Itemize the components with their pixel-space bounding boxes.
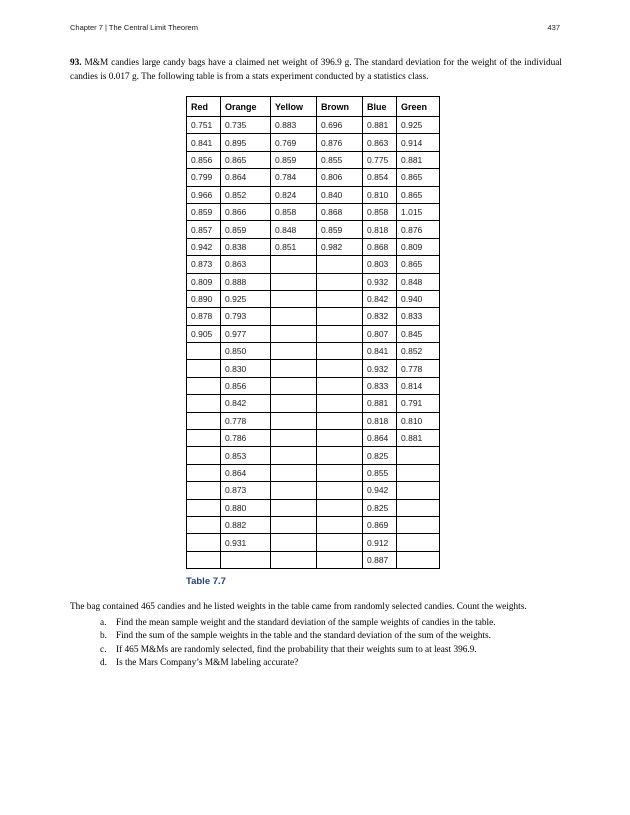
table-header-cell: Orange xyxy=(221,97,271,117)
table-row xyxy=(187,343,440,360)
table-row xyxy=(187,169,440,186)
table-cell: 0.842 xyxy=(363,290,397,307)
table-cell xyxy=(187,447,221,464)
table-cell: 0.852 xyxy=(397,343,440,360)
table-cell xyxy=(317,343,363,360)
table-cell xyxy=(271,430,317,447)
table-cell: 0.818 xyxy=(363,221,397,238)
table-cell xyxy=(317,412,363,429)
table-cell xyxy=(317,290,363,307)
table-cell xyxy=(271,482,317,499)
table-cell xyxy=(187,412,221,429)
table-cell xyxy=(271,377,317,394)
table-row xyxy=(187,203,440,220)
problem-text: M&M candies large candy bags have a claimed net weight of 396.9 g. The standard deviation for the weight of the individual candies is 0.017 g. The following table is from a stats experiment conducted by a statistics class. xyxy=(70,58,562,82)
table-cell: 0.845 xyxy=(397,325,440,342)
table-header-cell: Red xyxy=(187,97,221,117)
table-cell xyxy=(317,273,363,290)
table-cell: 0.864 xyxy=(221,169,271,186)
table-cell: 0.966 xyxy=(187,186,221,203)
table-cell: 0.914 xyxy=(397,134,440,151)
table-cell: 1.015 xyxy=(397,203,440,220)
mm-weights-table xyxy=(186,96,440,569)
table-cell: 0.932 xyxy=(363,273,397,290)
table-cell: 0.858 xyxy=(271,203,317,220)
table-cell xyxy=(317,360,363,377)
table-row xyxy=(187,412,440,429)
table-cell: 0.859 xyxy=(271,151,317,168)
table-row xyxy=(187,151,440,168)
table-cell xyxy=(317,534,363,551)
followup-text: The bag contained 465 candies and he listed weights in the table came from randomly selected candies. Count the weights. xyxy=(70,602,527,612)
table-head xyxy=(187,97,440,117)
followup-item-text: Is the Mars Company’s M&M labeling accurate? xyxy=(116,658,299,669)
table-cell xyxy=(271,516,317,533)
table-cell xyxy=(187,395,221,412)
table-cell xyxy=(317,447,363,464)
table-cell: 0.866 xyxy=(221,203,271,220)
table-row xyxy=(187,256,440,273)
table-cell xyxy=(397,499,440,516)
table-cell: 0.863 xyxy=(221,256,271,273)
table-cell xyxy=(187,482,221,499)
table-row xyxy=(187,377,440,394)
table-cell: 0.882 xyxy=(221,516,271,533)
table-header-cell: Green xyxy=(397,97,440,117)
table-cell: 0.942 xyxy=(363,482,397,499)
followup-item-label: c. xyxy=(100,644,107,655)
table-cell: 0.925 xyxy=(221,290,271,307)
table-cell: 0.876 xyxy=(397,221,440,238)
table-cell xyxy=(187,551,221,568)
table-cell: 0.888 xyxy=(221,273,271,290)
table-cell xyxy=(187,499,221,516)
table-row xyxy=(187,395,440,412)
table-cell xyxy=(271,290,317,307)
table-cell xyxy=(271,325,317,342)
table-cell: 0.881 xyxy=(397,430,440,447)
table-cell: 0.887 xyxy=(363,551,397,568)
table-cell: 0.873 xyxy=(221,482,271,499)
table-cell xyxy=(317,256,363,273)
followup-section xyxy=(70,601,562,671)
table-cell: 0.880 xyxy=(221,499,271,516)
table-cell: 0.977 xyxy=(221,325,271,342)
table-cell xyxy=(397,464,440,481)
table-cell: 0.863 xyxy=(363,134,397,151)
followup-item-text: Find the mean sample weight and the standard deviation of the sample weights of candies in the table. xyxy=(116,618,496,628)
table-cell xyxy=(187,360,221,377)
table-cell xyxy=(187,343,221,360)
table-cell xyxy=(221,551,271,568)
table-cell: 0.810 xyxy=(397,412,440,429)
table-row xyxy=(187,325,440,342)
followup-item xyxy=(100,617,562,630)
table-cell: 0.876 xyxy=(317,134,363,151)
table-row xyxy=(187,273,440,290)
table-cell xyxy=(317,516,363,533)
followup-item xyxy=(100,657,562,670)
table-header-row xyxy=(187,97,440,117)
page-number: 437 xyxy=(547,23,560,32)
table-row xyxy=(187,464,440,481)
table-cell xyxy=(271,360,317,377)
table-cell: 0.778 xyxy=(221,412,271,429)
table-cell: 0.810 xyxy=(363,186,397,203)
chapter-title: Chapter 7 | The Central Limit Theorem xyxy=(70,23,198,32)
table-cell: 0.778 xyxy=(397,360,440,377)
table-cell xyxy=(397,534,440,551)
table-cell: 0.848 xyxy=(397,273,440,290)
table-row xyxy=(187,516,440,533)
table-row xyxy=(187,238,440,255)
table-cell xyxy=(317,551,363,568)
table-cell: 0.890 xyxy=(187,290,221,307)
table-header-cell: Brown xyxy=(317,97,363,117)
table-cell xyxy=(317,430,363,447)
table-container xyxy=(186,96,440,587)
table-cell: 0.775 xyxy=(363,151,397,168)
running-head xyxy=(70,23,560,32)
table-cell: 0.869 xyxy=(363,516,397,533)
table-cell: 0.769 xyxy=(271,134,317,151)
table-row xyxy=(187,447,440,464)
table-cell: 0.855 xyxy=(363,464,397,481)
table-cell: 0.735 xyxy=(221,117,271,134)
table-cell xyxy=(271,395,317,412)
table-row xyxy=(187,499,440,516)
table-cell xyxy=(397,551,440,568)
table-cell: 0.799 xyxy=(187,169,221,186)
table-cell: 0.853 xyxy=(221,447,271,464)
table-row xyxy=(187,534,440,551)
table-cell: 0.825 xyxy=(363,499,397,516)
table-cell xyxy=(317,325,363,342)
followup-item-label: d. xyxy=(100,658,107,669)
table-cell: 0.925 xyxy=(397,117,440,134)
table-cell: 0.838 xyxy=(221,238,271,255)
table-cell: 0.931 xyxy=(221,534,271,551)
table-cell xyxy=(187,516,221,533)
followup-item-text: If 465 M&Ms are randomly selected, find the probability that their weights sum to at least 396.9. xyxy=(116,644,477,655)
table-row xyxy=(187,186,440,203)
table-cell xyxy=(317,377,363,394)
followup-item xyxy=(100,630,562,643)
problem-statement xyxy=(70,57,562,84)
table-cell xyxy=(397,516,440,533)
table-cell: 0.864 xyxy=(221,464,271,481)
table-cell xyxy=(187,464,221,481)
table-row xyxy=(187,221,440,238)
table-cell: 0.865 xyxy=(397,186,440,203)
table-cell xyxy=(271,534,317,551)
followup-item xyxy=(100,644,562,657)
table-cell xyxy=(317,482,363,499)
table-cell: 0.809 xyxy=(397,238,440,255)
table-cell: 0.806 xyxy=(317,169,363,186)
table-row xyxy=(187,430,440,447)
table-cell xyxy=(271,343,317,360)
table-cell: 0.809 xyxy=(187,273,221,290)
table-cell: 0.848 xyxy=(271,221,317,238)
table-cell: 0.855 xyxy=(317,151,363,168)
table-row xyxy=(187,482,440,499)
table-cell: 0.912 xyxy=(363,534,397,551)
table-cell: 0.865 xyxy=(397,169,440,186)
table-cell: 0.932 xyxy=(363,360,397,377)
problem-number: 93. xyxy=(70,58,82,68)
table-cell: 0.864 xyxy=(363,430,397,447)
table-cell: 0.824 xyxy=(271,186,317,203)
followup-list xyxy=(70,617,562,671)
table-cell: 0.807 xyxy=(363,325,397,342)
table-cell: 0.814 xyxy=(397,377,440,394)
table-cell: 0.865 xyxy=(397,256,440,273)
table-cell: 0.850 xyxy=(221,343,271,360)
table-cell: 0.868 xyxy=(363,238,397,255)
table-cell xyxy=(271,499,317,516)
table-cell: 0.786 xyxy=(221,430,271,447)
table-cell: 0.868 xyxy=(317,203,363,220)
table-cell: 0.803 xyxy=(363,256,397,273)
table-cell: 0.883 xyxy=(271,117,317,134)
table-cell xyxy=(271,447,317,464)
table-row xyxy=(187,360,440,377)
table-cell xyxy=(271,308,317,325)
table-cell: 0.859 xyxy=(187,203,221,220)
table-cell xyxy=(187,534,221,551)
table-cell xyxy=(271,412,317,429)
table-cell xyxy=(317,395,363,412)
table-cell: 0.881 xyxy=(397,151,440,168)
table-cell: 0.942 xyxy=(187,238,221,255)
table-cell: 0.825 xyxy=(363,447,397,464)
table-cell: 0.833 xyxy=(397,308,440,325)
table-cell xyxy=(271,256,317,273)
table-cell: 0.895 xyxy=(221,134,271,151)
table-cell: 0.832 xyxy=(363,308,397,325)
table-cell: 0.793 xyxy=(221,308,271,325)
table-cell: 0.784 xyxy=(271,169,317,186)
table-cell: 0.873 xyxy=(187,256,221,273)
table-body xyxy=(187,117,440,569)
table-cell: 0.791 xyxy=(397,395,440,412)
table-cell: 0.940 xyxy=(397,290,440,307)
table-cell: 0.842 xyxy=(221,395,271,412)
table-cell xyxy=(271,273,317,290)
table-cell: 0.859 xyxy=(317,221,363,238)
table-cell: 0.841 xyxy=(187,134,221,151)
table-cell: 0.865 xyxy=(221,151,271,168)
followup-item-label: a. xyxy=(100,618,107,628)
table-cell xyxy=(397,482,440,499)
table-header-cell: Yellow xyxy=(271,97,317,117)
table-cell: 0.818 xyxy=(363,412,397,429)
table-cell: 0.854 xyxy=(363,169,397,186)
table-row xyxy=(187,117,440,134)
table-cell: 0.852 xyxy=(221,186,271,203)
table-cell: 0.696 xyxy=(317,117,363,134)
table-cell xyxy=(187,377,221,394)
table-cell: 0.840 xyxy=(317,186,363,203)
table-cell: 0.878 xyxy=(187,308,221,325)
table-row xyxy=(187,551,440,568)
table-cell xyxy=(271,551,317,568)
table-cell xyxy=(317,499,363,516)
table-cell xyxy=(271,464,317,481)
table-cell: 0.851 xyxy=(271,238,317,255)
table-cell: 0.881 xyxy=(363,117,397,134)
table-row xyxy=(187,308,440,325)
table-cell xyxy=(317,308,363,325)
followup-item-text: Find the sum of the sample weights in the table and the standard deviation of the sum of the weights. xyxy=(116,631,491,642)
table-cell: 0.858 xyxy=(363,203,397,220)
table-cell xyxy=(317,464,363,481)
table-cell xyxy=(397,447,440,464)
table-cell: 0.905 xyxy=(187,325,221,342)
table-cell: 0.857 xyxy=(187,221,221,238)
table-row xyxy=(187,134,440,151)
table-row xyxy=(187,290,440,307)
table-cell: 0.856 xyxy=(187,151,221,168)
table-cell: 0.982 xyxy=(317,238,363,255)
table-caption: Table 7.7 xyxy=(186,576,226,588)
table-cell xyxy=(187,430,221,447)
table-cell: 0.833 xyxy=(363,377,397,394)
followup-item-label: b. xyxy=(100,631,107,642)
table-cell: 0.881 xyxy=(363,395,397,412)
table-cell: 0.856 xyxy=(221,377,271,394)
table-cell: 0.841 xyxy=(363,343,397,360)
table-cell: 0.859 xyxy=(221,221,271,238)
table-header-cell: Blue xyxy=(363,97,397,117)
table-cell: 0.751 xyxy=(187,117,221,134)
table-cell: 0.830 xyxy=(221,360,271,377)
